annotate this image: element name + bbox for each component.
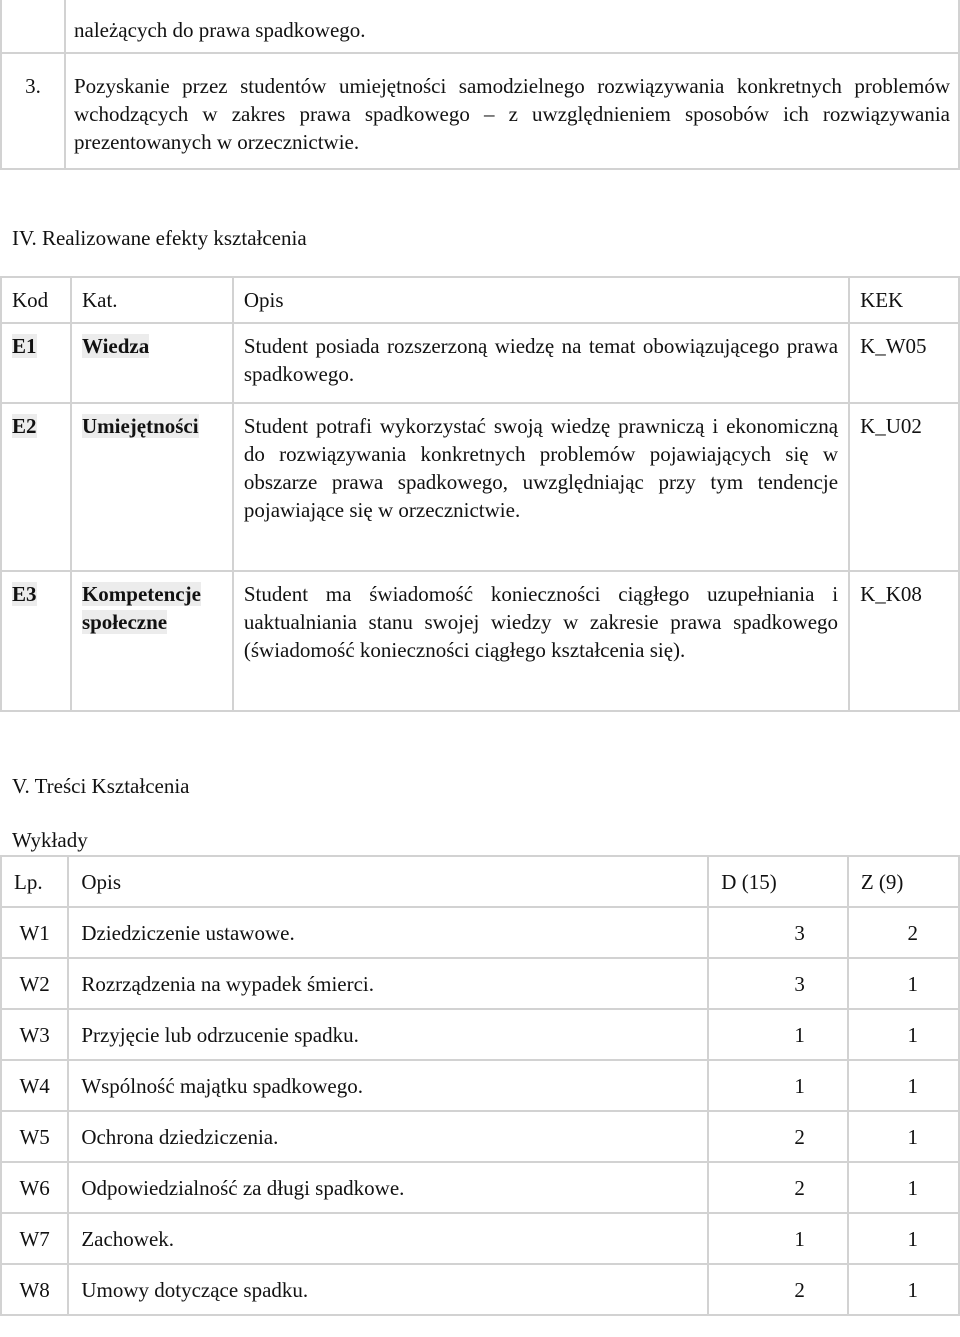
lecture-z-hours: 1 bbox=[848, 1111, 959, 1162]
effect-kek: K_K08 bbox=[849, 571, 959, 711]
effect-description: Student potrafi wykorzystać swoją wiedzę prawniczą i ekonomiczną do rozwiązywania konkretnych problemów pojawiających się w obszarze prawa spadkowego, uwzględniając przy tym tendencje pojawiające się w orzecznictwie. bbox=[233, 403, 849, 571]
lecture-number: W3 bbox=[1, 1009, 68, 1060]
lecture-row bbox=[1, 1060, 959, 1111]
lecture-row bbox=[1, 907, 959, 958]
effect-row bbox=[1, 403, 959, 571]
lecture-number: W2 bbox=[1, 958, 68, 1009]
effect-kek: K_W05 bbox=[849, 323, 959, 403]
lecture-d-hours: 1 bbox=[708, 1213, 848, 1264]
header-opis: Opis bbox=[233, 277, 849, 323]
effect-kek: K_U02 bbox=[849, 403, 959, 571]
header-kod: Kod bbox=[1, 277, 71, 323]
lecture-description: Umowy dotyczące spadku. bbox=[68, 1264, 708, 1315]
header-d: D (15) bbox=[708, 856, 848, 907]
lecture-number: W8 bbox=[1, 1264, 68, 1315]
effect-category: Wiedza bbox=[81, 334, 150, 358]
lecture-description: Dziedziczenie ustawowe. bbox=[68, 907, 708, 958]
effect-code: E1 bbox=[12, 334, 37, 358]
objective-row bbox=[1, 53, 959, 169]
lecture-description: Ochrona dziedziczenia. bbox=[68, 1111, 708, 1162]
effect-description: Student ma świadomość konieczności ciągłego uzupełniania i uaktualniania stanu swojej wiedzy w zakresie prawa spadkowego (świadomość konieczności ciągłego kształcenia się). bbox=[233, 571, 849, 711]
section-iv-heading: IV. Realizowane efekty kształcenia bbox=[12, 226, 307, 250]
lecture-z-hours: 1 bbox=[848, 1060, 959, 1111]
lecture-description: Odpowiedzialność za długi spadkowe. bbox=[68, 1162, 708, 1213]
header-kek: KEK bbox=[849, 277, 959, 323]
lecture-number: W5 bbox=[1, 1111, 68, 1162]
lecture-description: Rozrządzenia na wypadek śmierci. bbox=[68, 958, 708, 1009]
section-v-heading: V. Treści Kształcenia bbox=[12, 774, 190, 798]
objective-row bbox=[1, 0, 959, 53]
lecture-row bbox=[1, 958, 959, 1009]
lectures-subheading: Wykłady bbox=[12, 828, 88, 852]
lecture-z-hours: 1 bbox=[848, 1264, 959, 1315]
effect-category: Umiejętności bbox=[81, 414, 199, 438]
lecture-d-hours: 1 bbox=[708, 1060, 848, 1111]
header-kat: Kat. bbox=[71, 277, 233, 323]
lecture-number: W1 bbox=[1, 907, 68, 958]
lecture-d-hours: 2 bbox=[708, 1162, 848, 1213]
effect-row bbox=[1, 571, 959, 711]
lectures-header-row bbox=[1, 856, 959, 907]
lecture-row bbox=[1, 1213, 959, 1264]
header-lp: Lp. bbox=[1, 856, 68, 907]
lecture-z-hours: 1 bbox=[848, 1162, 959, 1213]
lecture-d-hours: 1 bbox=[708, 1009, 848, 1060]
lecture-number: W6 bbox=[1, 1162, 68, 1213]
lecture-z-hours: 1 bbox=[848, 1213, 959, 1264]
effect-row bbox=[1, 323, 959, 403]
lecture-description: Wspólność majątku spadkowego. bbox=[68, 1060, 708, 1111]
header-z: Z (9) bbox=[848, 856, 959, 907]
lecture-row bbox=[1, 1111, 959, 1162]
effects-header-row bbox=[1, 277, 959, 323]
lecture-d-hours: 3 bbox=[708, 958, 848, 1009]
header-opis: Opis bbox=[68, 856, 708, 907]
lecture-d-hours: 2 bbox=[708, 1111, 848, 1162]
lecture-z-hours: 2 bbox=[848, 907, 959, 958]
lecture-description: Przyjęcie lub odrzucenie spadku. bbox=[68, 1009, 708, 1060]
objective-number bbox=[1, 0, 65, 53]
effects-table bbox=[0, 276, 960, 712]
effect-code: E2 bbox=[12, 414, 37, 438]
lecture-row bbox=[1, 1162, 959, 1213]
lecture-z-hours: 1 bbox=[848, 958, 959, 1009]
lecture-row bbox=[1, 1009, 959, 1060]
lecture-row bbox=[1, 1264, 959, 1315]
lecture-number: W4 bbox=[1, 1060, 68, 1111]
lecture-description: Zachowek. bbox=[68, 1213, 708, 1264]
effect-category: Kompetencje społeczne bbox=[81, 582, 201, 634]
lectures-table bbox=[0, 855, 960, 1316]
objective-number: 3. bbox=[1, 53, 65, 169]
objectives-table bbox=[0, 0, 960, 170]
lecture-number: W7 bbox=[1, 1213, 68, 1264]
lecture-d-hours: 3 bbox=[708, 907, 848, 958]
lecture-z-hours: 1 bbox=[848, 1009, 959, 1060]
effect-description: Student posiada rozszerzoną wiedzę na temat obowiązującego prawa spadkowego. bbox=[233, 323, 849, 403]
objective-text: Pozyskanie przez studentów umiejętności samodzielnego rozwiązywania konkretnych problemów wchodzących w zakres prawa spadkowego – z uwzględnieniem sposobów ich rozwiązywania prezentowanych w orzecznictwie. bbox=[65, 53, 959, 169]
effect-code: E3 bbox=[12, 582, 37, 606]
objective-text: należących do prawa spadkowego. bbox=[65, 0, 959, 53]
lecture-d-hours: 2 bbox=[708, 1264, 848, 1315]
